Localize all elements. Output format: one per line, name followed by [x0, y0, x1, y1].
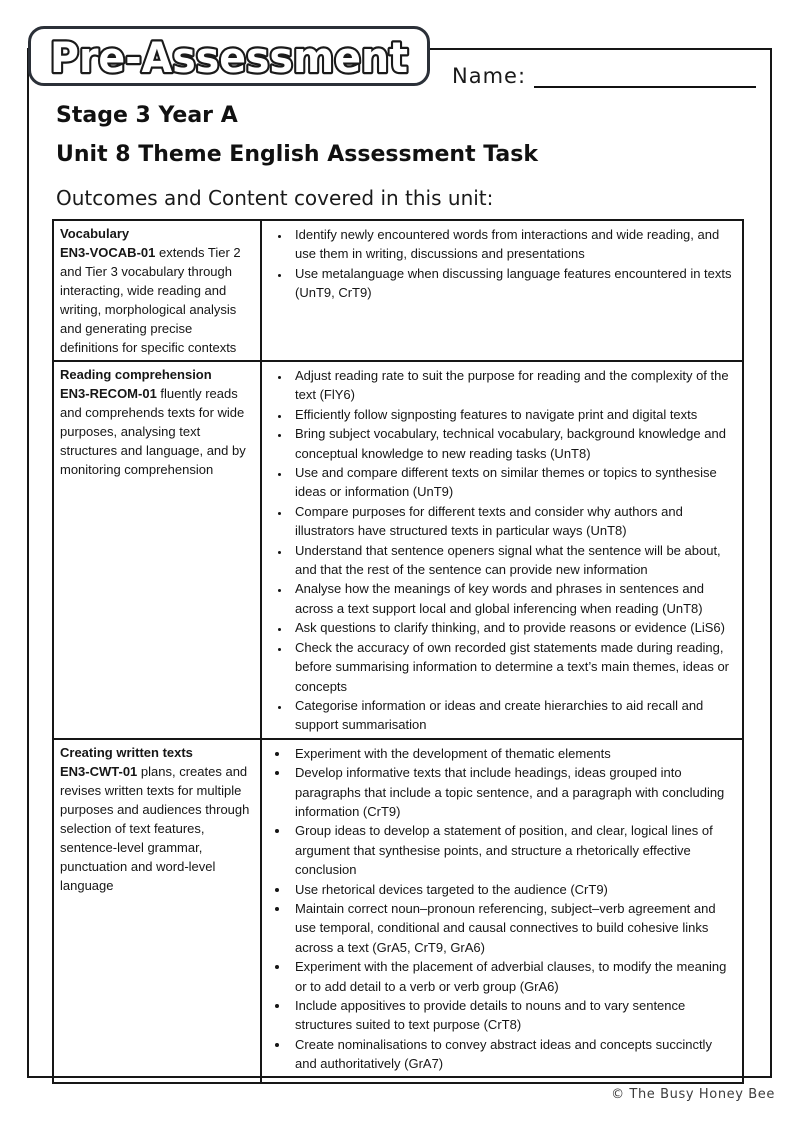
table-row-creating-written-texts — [53, 739, 743, 1083]
outcomes-table — [52, 219, 744, 1084]
content-bullet-item: • Use rhetorical devices targeted to the audience (CrT9) — [290, 880, 734, 899]
content-bullet-list — [268, 225, 734, 303]
content-bullet-item: • Maintain correct noun–pronoun referencing, subject–verb agreement and use temporal, conditional and causal connectives to build cohesive links across a text (GrA5, CrT9, GrA6) — [290, 899, 734, 957]
content-bullet-item: • Use and compare different texts on similar themes or topics to synthesise ideas or information (UnT9) — [290, 463, 734, 502]
outcome-text: plans, creates and revises written texts for multiple purposes and audiences through selection of text features, sentence-level grammar, punctuation and word-level language — [60, 763, 250, 893]
content-bullet-item: • Develop informative texts that include headings, ideas grouped into paragraphs that include a topic sentence, and a paragraph with concluding information (CrT9) — [290, 763, 734, 821]
content-bullet-item: • Identify newly encountered words from interactions and wide reading, and use them in writing, discussions and presentations — [290, 225, 734, 264]
content-bullet-item: • Efficiently follow signposting features to navigate print and digital texts — [290, 405, 734, 424]
outcome-description — [60, 386, 246, 477]
content-bullet-item: • Include appositives to provide details to nouns and to vary sentence structures suited to text purpose (CrT8) — [290, 996, 734, 1035]
content-bullet-item: • Analyse how the meanings of key words and phrases in sentences and across a text support local and global inferencing when reading (UnT8) — [290, 579, 734, 618]
content-bullet-item: • Understand that sentence openers signal what the sentence will be about, and that the rest of the sentence can provide new information — [290, 541, 734, 580]
outcome-cell-reading — [53, 361, 261, 739]
outcome-text: fluently reads and comprehends texts for wide purposes, analysing text structures and language, and by monitoring comprehension — [60, 386, 246, 477]
content-bullet-item: • Categorise information or ideas and create hierarchies to aid recall and support summarisation — [290, 696, 734, 735]
outcomes-intro: Outcomes and Content covered in this unit: — [56, 186, 494, 210]
content-bullet-item: • Compare purposes for different texts and consider why authors and illustrators have structured texts in particular ways (UnT8) — [290, 502, 734, 541]
outcome-code: EN3-CWT-01 — [60, 763, 138, 779]
pre-assessment-badge — [28, 26, 430, 86]
outcome-cell-writing — [53, 739, 261, 1083]
copyright-credit: © The Busy Honey Bee — [611, 1087, 775, 1102]
outcome-cell-vocabulary — [53, 220, 261, 361]
badge-bubble-text-graphic — [36, 29, 422, 83]
outcome-description — [60, 764, 249, 893]
content-cell-vocabulary — [261, 220, 743, 361]
outcome-code: EN3-VOCAB-01 — [60, 245, 156, 260]
content-cell-reading — [261, 361, 743, 739]
outcome-code: EN3-RECOM-01 — [60, 386, 157, 401]
content-bullet-item: • Create nominalisations to convey abstract ideas and concepts succinctly and authoritatively (GrA7) — [290, 1035, 734, 1074]
name-input-line[interactable] — [534, 63, 756, 88]
outcome-text: extends Tier 2 and Tier 3 vocabulary through interacting, wide reading and writing, morphological analysis and generating precise definitions for specific contexts — [60, 245, 241, 355]
name-field — [452, 63, 756, 88]
content-bullet-item: • Ask questions to clarify thinking, and to provide reasons or evidence (LiS6) — [290, 618, 734, 637]
content-bullet-item: • Check the accuracy of own recorded gist statements made during reading, before summarising information to determine a text’s main themes, ideas or concepts — [290, 638, 734, 696]
stage-heading: Stage 3 Year A — [56, 103, 238, 128]
outcome-title: Reading comprehension — [60, 367, 212, 382]
content-bullet-list — [268, 744, 734, 1074]
content-bullet-item: • Experiment with the placement of adverbial clauses, to modify the meaning or to add detail to a verb or verb group (GrA6) — [290, 957, 734, 996]
outcome-description — [60, 245, 241, 355]
table-row-vocabulary — [53, 220, 743, 361]
unit-heading: Unit 8 Theme English Assessment Task — [56, 142, 538, 167]
content-bullet-item: • Experiment with the development of thematic elements — [290, 744, 734, 763]
content-bullet-item: • Use metalanguage when discussing language features encountered in texts (UnT9, CrT9) — [290, 264, 734, 303]
outcome-title: Vocabulary — [60, 226, 130, 241]
content-bullet-list — [268, 366, 734, 735]
badge-title: Pre-Assessment — [50, 33, 408, 82]
name-label: Name: — [452, 64, 527, 88]
content-cell-writing — [261, 739, 743, 1083]
content-bullet-item: • Adjust reading rate to suit the purpose for reading and the complexity of the text (FlY6) — [290, 366, 734, 405]
outcome-title: Creating written texts — [60, 744, 193, 760]
content-bullet-item: • Group ideas to develop a statement of position, and clear, logical lines of argument that synthesise points, and structure a rhetorically effective conclusion — [290, 821, 734, 879]
table-row-reading-comprehension — [53, 361, 743, 739]
content-bullet-item: • Bring subject vocabulary, technical vocabulary, background knowledge and conceptual knowledge to new reading tasks (UnT8) — [290, 424, 734, 463]
